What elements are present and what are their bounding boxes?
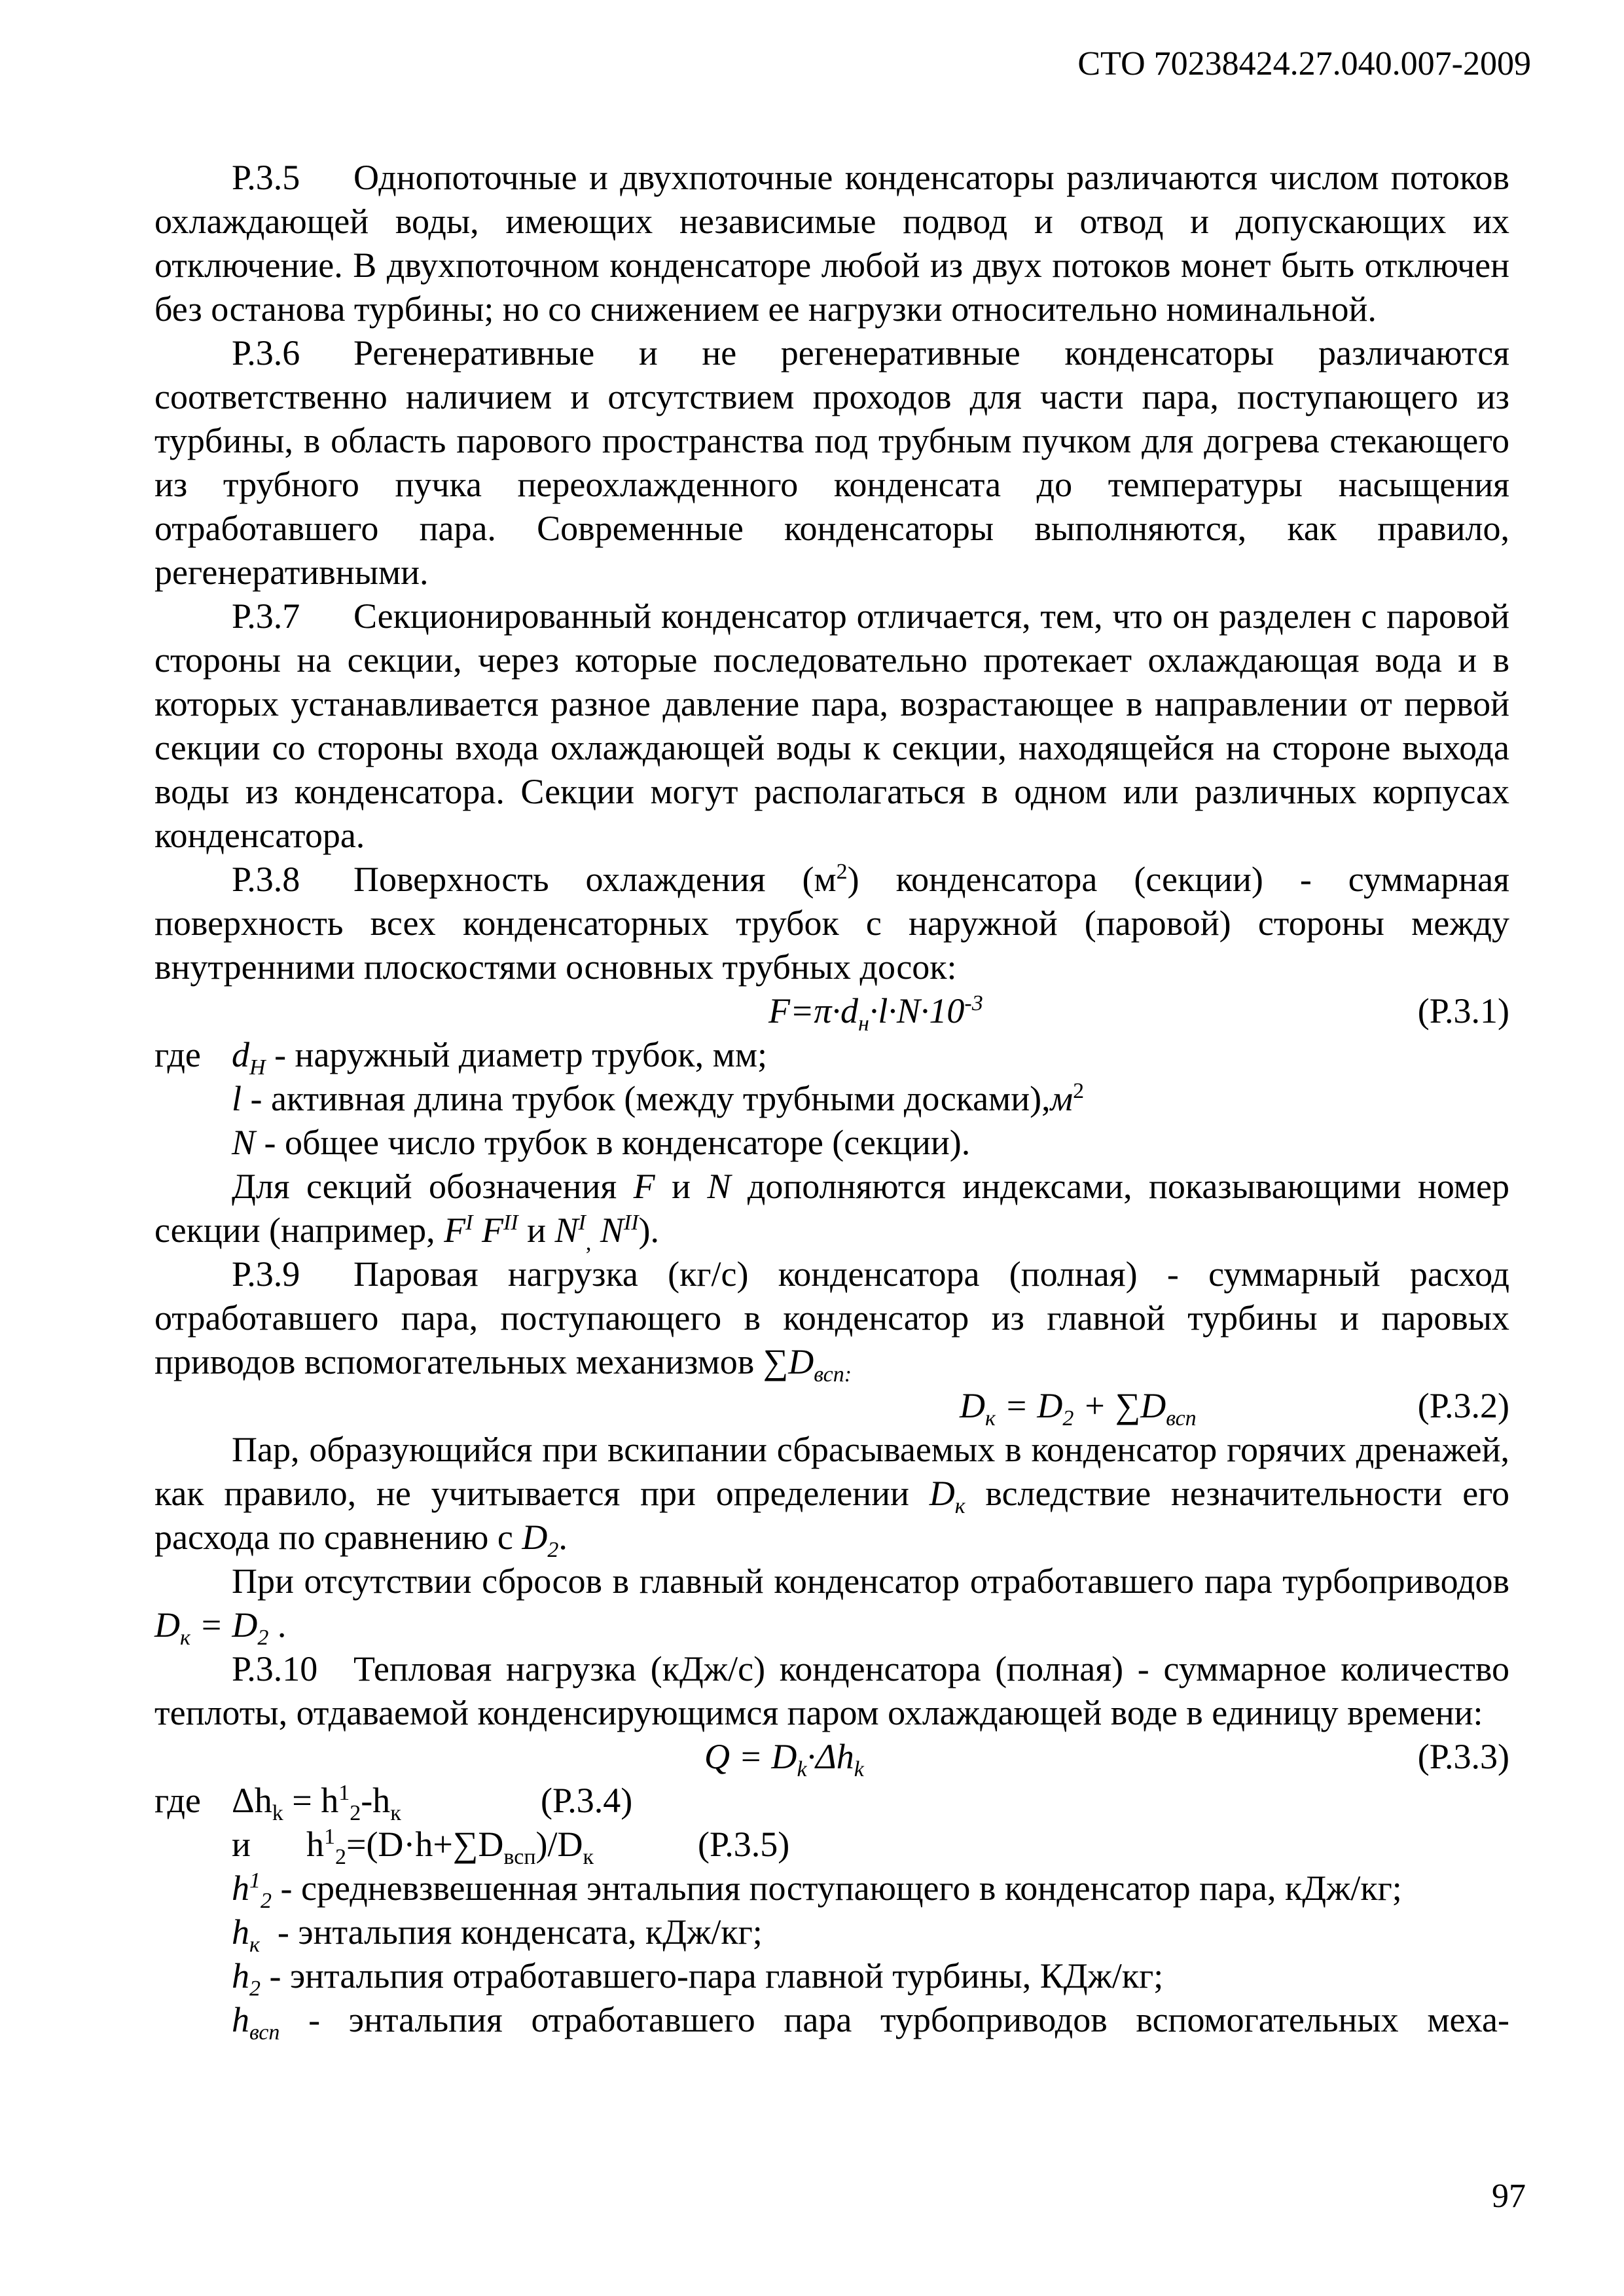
paragraph-p3-9 [154,1252,1509,1387]
equation-p3-1 [154,989,1509,1036]
equation-p3-2 [154,1384,1509,1428]
paragraph-sections: Для секций обозначения F и N дополняются индексами, показывающими номер секции (например, $F^I$ $F^{II}$ и $N^I_,$ $N^{II}$). [154,1167,1509,1255]
unit: м [1050,1079,1074,1118]
page-number: 97 [1492,2178,1526,2215]
equation-p3-4 [154,1779,1509,1823]
definition-text: - общее число трубок в конденсаторе (секции). [255,1123,971,1162]
where-hvsp: $h_{всп}$ - энтальпия отработавшего пара турбоприводов вспомогательных меха- [232,2000,1509,2045]
paragraph-absence: При отсутствии сбросов в главный конденсатор отработавшего пара турбоприводов $D_к = D_2$ . [154,1561,1509,1650]
symbol: d [232,1035,249,1074]
definition-text: - наружный диаметр трубок, мм; [265,1035,768,1074]
formula: $F=\pi\cdot d_н\cdot l\cdot N\cdot 10^{-3}$ [768,991,983,1036]
clause-label: Р.3.7 [232,596,300,636]
where-d [154,1033,1509,1080]
symbol: ∑D [763,1342,814,1381]
equation-number: (Р.3.3) [1417,1737,1509,1776]
where-hk: $h_к$ - энтальпия конденсата, кДж/кг; [232,1912,763,1957]
formula: $h^1_2=(D\cdot h+\sum D_{всп})/D_к$ [306,1825,594,1869]
superscript: 2 [1073,1079,1085,1103]
clause-text: ) конденсатора (секции) - суммарная поверхность всех конденсаторных трубок с наружной (паровой) стороны между внутренними плоскостями основных трубных досок: [154,860,1509,987]
clause-text: Поверхность охлаждения (м [353,860,837,899]
equation-number: (Р.3.4) [541,1781,633,1820]
paragraph-p3-5 [154,156,1509,331]
where-word: где [154,1035,201,1074]
clause-text: Паровая нагрузка (кг/с) конденсатора (полная) - суммарный расход отработавшего пара, поступающего в конденсатор из главной турбины и паровых приводов вспомогательных механизмов [154,1254,1509,1381]
where-h2: $h_2$ - энтальпия отработавшего-пара главной турбины, КДж/кг; [232,1956,1164,2001]
clause-label: Р.3.6 [232,333,300,373]
equation-number: (Р.3.1) [1417,991,1509,1030]
clause-label: Р.3.8 [232,860,300,899]
superscript: 2 [836,860,848,884]
paragraph-p3-7 [154,594,1509,858]
formula: $D_к = D_2 + \sum D_{всп}$ [960,1386,1197,1430]
formula: $\Delta h_k = h^1_2-h_к$ [232,1781,401,1825]
symbol: l [232,1079,242,1118]
where-n [154,1121,1509,1165]
clause-text: Тепловая нагрузка (кДж/с) конденсатора (полная) - суммарное количество теплоты, отдаваемой конденсирующимся паром охлаждающей воде в единицу времени: [154,1649,1509,1732]
formula: $Q = D_k\cdot\Delta h_k$ [704,1737,864,1781]
where-l [154,1077,1509,1121]
clause-text: Регенеративные и не регенеративные конденсаторы различаются соответственно наличием и отсутствием проходов для части пара, поступающего из турбины, в область парового пространства под трубным пучком для догрева стекающего из трубного пучка переохлажденного конденсата до температуры насыщения отработавшего пара. Современные конденсаторы выполняются, как правило, регенеративными. [154,333,1509,592]
paragraph-p3-6 [154,331,1509,594]
and-word: и [232,1825,251,1864]
page-body [154,156,1509,2045]
paragraph-p3-8 [154,858,1509,989]
definition-text: - активная длина трубок (между трубными досками), [242,1079,1051,1118]
clause-text: Секционированный конденсатор отличается, тем, что он разделен с паровой стороны на секции, через которые последовательно протекает охлаждающая вода и в которых устанавливается разное давление пара, возрастающее в направлении от первой секции со стороны входа охлаждающей воды к секции, находящейся на стороне выхода воды из конденсатора. Секции могут располагаться в одном или различных корпусах конденсатора. [154,596,1509,855]
paragraph-steam: Пар, образующийся при вскипании сбрасываемых в конденсатор горячих дренажей, как правило, не учитывается при определении $D_к$ вследствие незначительности его расхода по сравнению с $D_2$. [154,1430,1509,1562]
clause-text: Однопоточные и двухпоточные конденсаторы различаются числом потоков охлаждающей воды, имеющих независимые подвод и отвод и допускающих их отключение. В двухпоточном конденсаторе любой из двух потоков монет быть отключен без останова турбины; но со снижением ее нагрузки относительно номинальной. [154,158,1509,329]
document-code-header: СТО 70238424.27.040.007-2009 [1077,45,1531,82]
equation-p3-5 [154,1823,1509,1867]
clause-label: Р.3.10 [232,1649,318,1688]
clause-label: Р.3.5 [232,158,300,197]
equation-p3-3 [154,1735,1509,1779]
equation-number: (Р.3.5) [698,1825,790,1864]
where-h12: $h^1_2$ - средневзвешенная энтальпия поступающего в конденсатор пара, кДж/кг; [232,1868,1402,1913]
where-word: где [154,1781,201,1820]
equation-number: (Р.3.2) [1417,1386,1509,1425]
subscript: всп: [814,1362,852,1387]
subscript: H [249,1055,266,1080]
paragraph-p3-10 [154,1647,1509,1735]
clause-label: Р.3.9 [232,1254,300,1294]
symbol: N [232,1123,256,1162]
